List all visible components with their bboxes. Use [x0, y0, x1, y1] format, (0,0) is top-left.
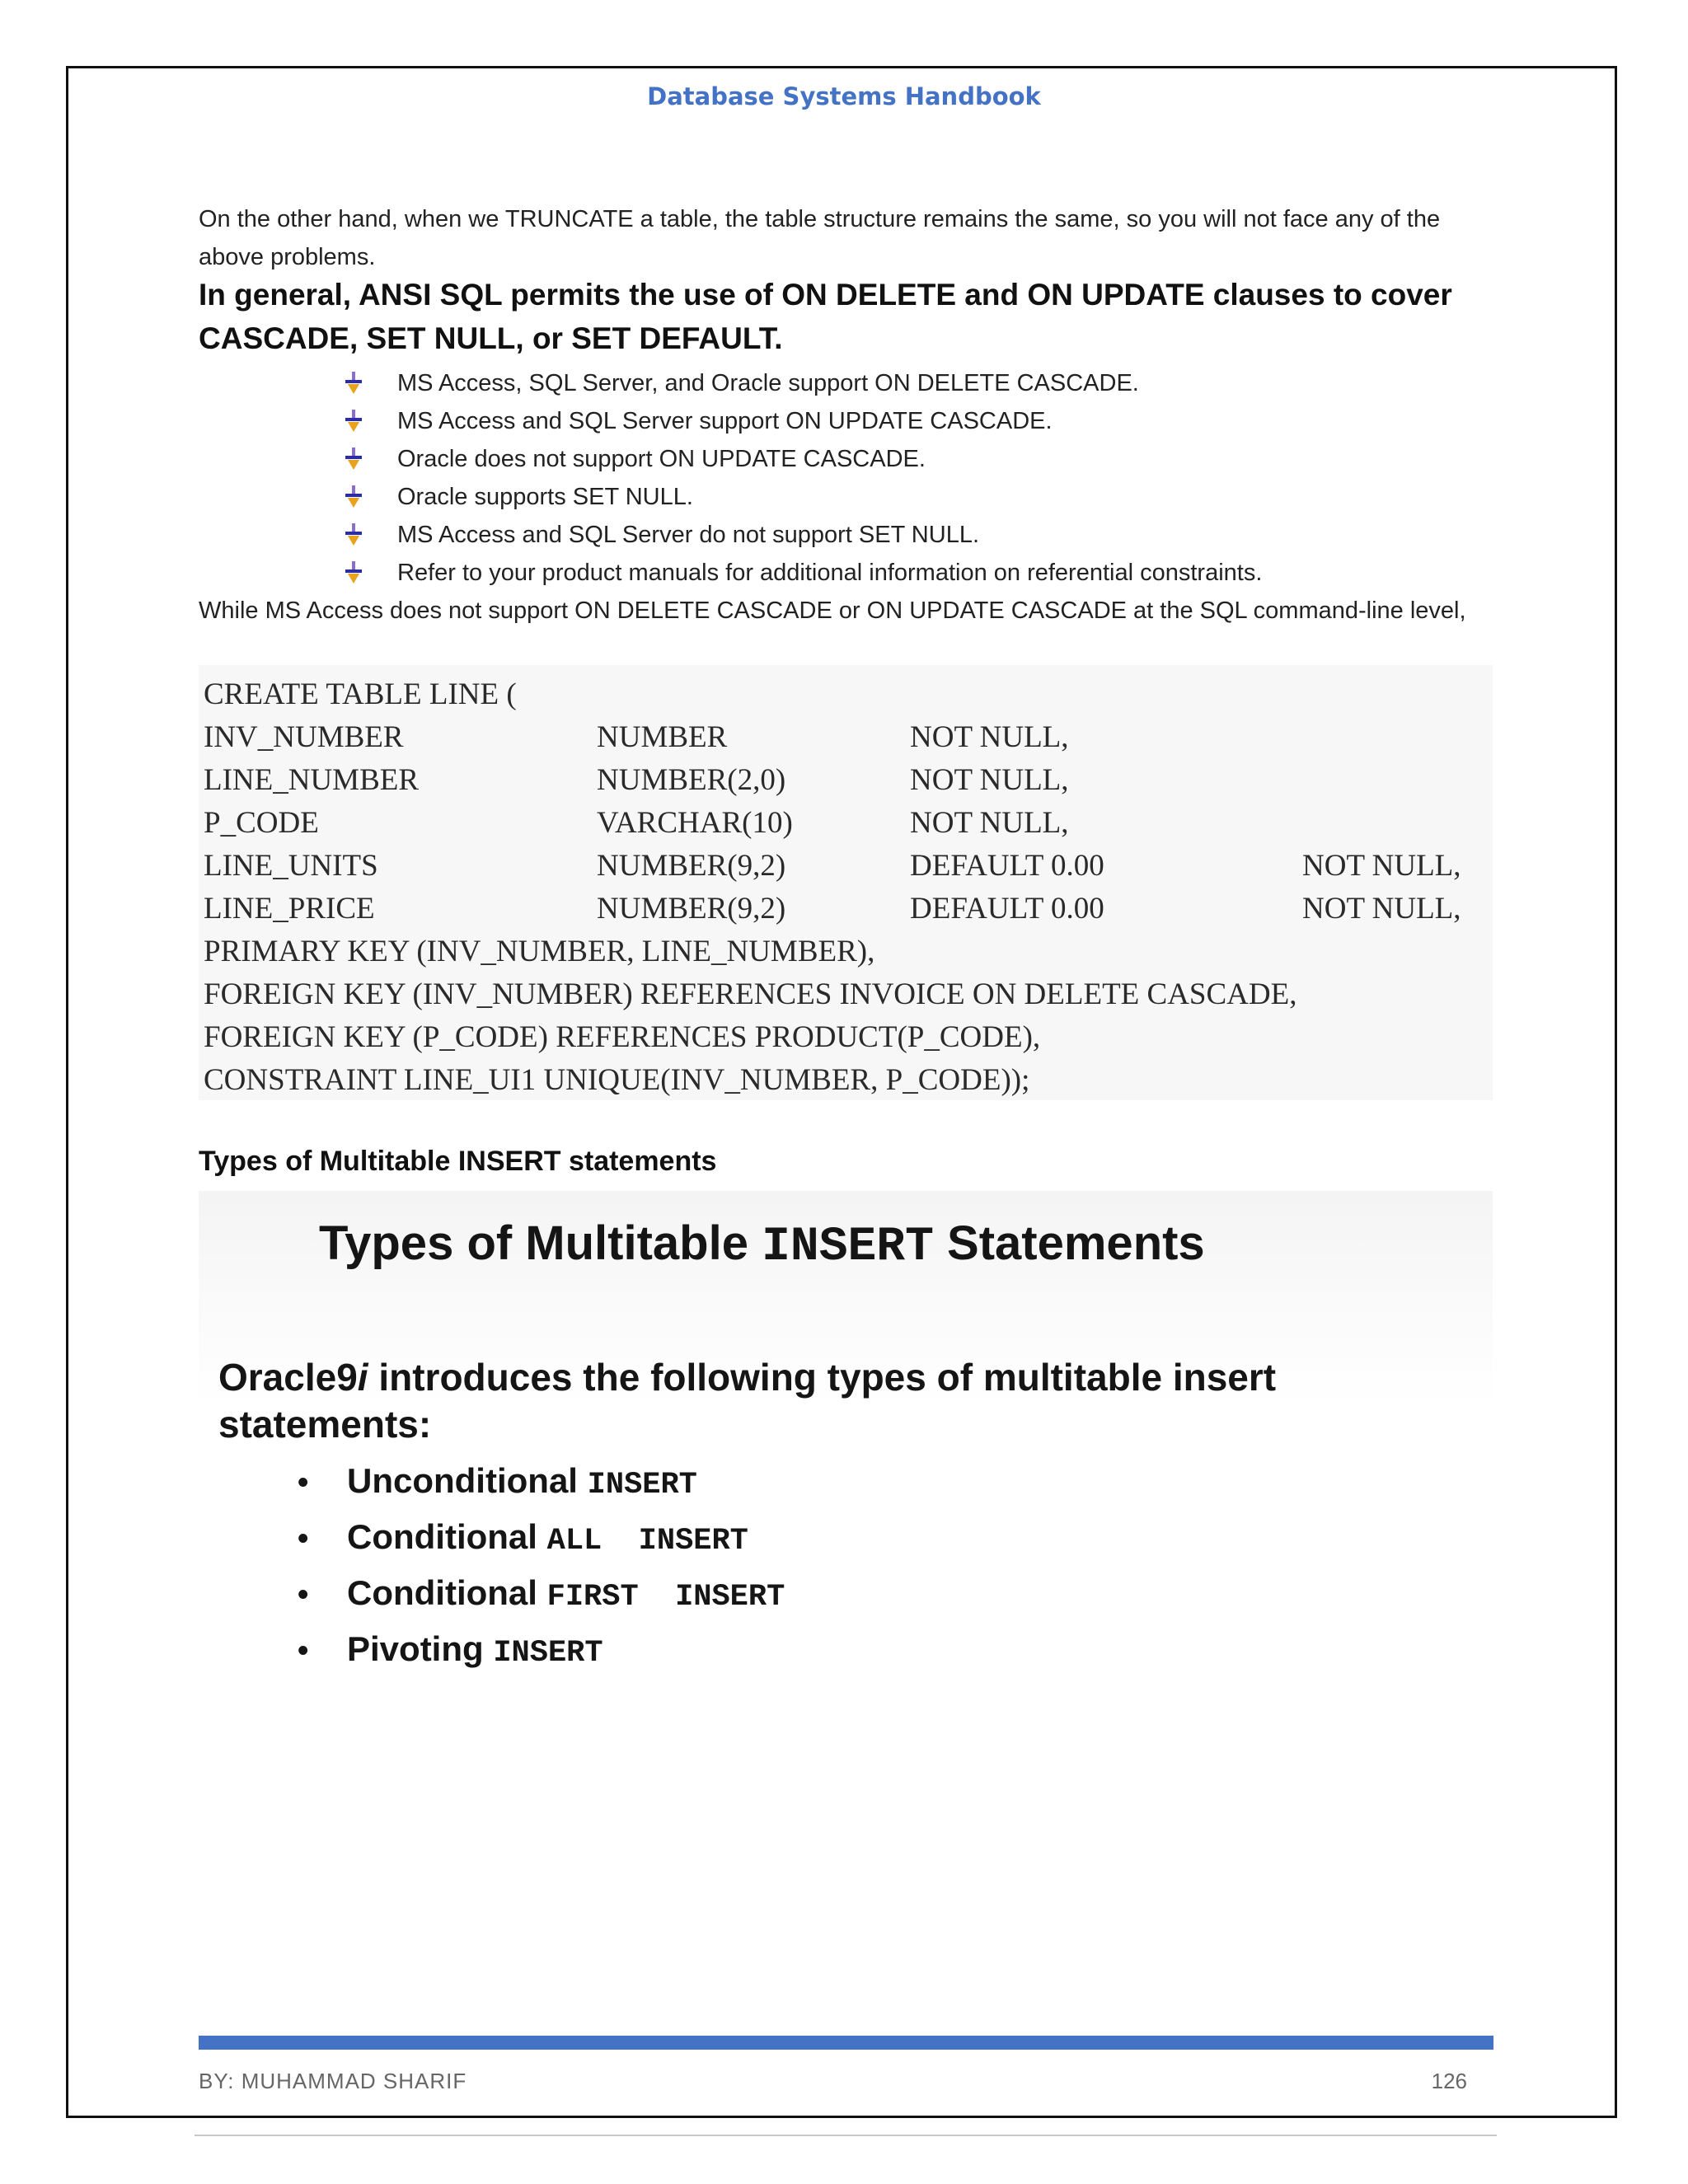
footer-accent-bar: [199, 2036, 1493, 2050]
bullet-text: Oracle supports SET NULL.: [397, 484, 693, 510]
sql-constraint-line: CONSTRAINT LINE_UI1 UNIQUE(INV_NUMBER, P_CODE));: [204, 1063, 1030, 1097]
slide-lead-text: [218, 1354, 1372, 1448]
support-bullet-list: [345, 364, 1262, 592]
slide-item-label: Conditional: [347, 1573, 547, 1612]
sql-column-type: NUMBER(9,2): [597, 892, 786, 926]
sql-column-name: LINE_UNITS: [204, 849, 378, 883]
slide-title-code: INSERT: [762, 1221, 934, 1274]
sql-column-constraint: NOT NULL,: [910, 720, 1069, 754]
bullet-item: [345, 516, 1262, 554]
sql-foreign-key-line: FOREIGN KEY (P_CODE) REFERENCES PRODUCT(P_CODE),: [204, 1020, 1041, 1054]
sql-column-type: NUMBER(2,0): [597, 763, 786, 797]
sql-column-constraint: DEFAULT 0.00: [910, 892, 1104, 926]
slide-list-item: [298, 1453, 785, 1509]
bullet-text: MS Access and SQL Server support ON UPDATE CASCADE.: [397, 408, 1053, 434]
while-paragraph: While MS Access does not support ON DELETE CASCADE or ON UPDATE CASCADE at the SQL command-line level,: [199, 598, 1466, 624]
sql-foreign-key-line: FOREIGN KEY (INV_NUMBER) REFERENCES INVOICE ON DELETE CASCADE,: [204, 977, 1297, 1011]
slide-list-item: [298, 1565, 785, 1621]
footer-author: BY: MUHAMMAD SHARIF: [199, 2069, 467, 2093]
bullet-text: MS Access and SQL Server do not support SET NULL.: [397, 522, 980, 548]
sql-column-constraint: DEFAULT 0.00: [910, 849, 1104, 883]
running-header: Database Systems Handbook: [647, 82, 1041, 110]
bullet-item: [345, 478, 1262, 516]
bullet-dot-icon: •: [298, 1465, 309, 1500]
sql-column-name: INV_NUMBER: [204, 720, 404, 754]
slide-item-label: Pivoting: [347, 1629, 494, 1668]
sql-code-image: [199, 665, 1493, 1100]
bottom-divider: [195, 2135, 1497, 2136]
sql-column-constraint: NOT NULL,: [910, 806, 1069, 840]
sql-column-type: VARCHAR(10): [597, 806, 793, 840]
sql-column-name: LINE_PRICE: [204, 892, 375, 926]
bullet-item: [345, 440, 1262, 478]
bullet-text: Refer to your product manuals for additional information on referential constraints.: [397, 560, 1263, 586]
slide-title-text: Statements: [933, 1216, 1205, 1270]
arrow-down-bullet-icon: [345, 372, 363, 395]
slide-lead-part: Oracle9: [218, 1356, 358, 1399]
slide-item-code: ALL INSERT: [546, 1524, 748, 1558]
sql-column-row: [204, 888, 1489, 930]
sql-column-type: NUMBER: [597, 720, 728, 754]
sql-column-type: NUMBER(9,2): [597, 849, 786, 883]
bullet-item: [345, 364, 1262, 402]
page-number: 126: [1431, 2069, 1467, 2093]
slide-lead-part: introduces the following types of multitable insert statements:: [218, 1356, 1277, 1446]
slide-bullet-list: [298, 1453, 785, 1677]
bullet-dot-icon: •: [298, 1633, 309, 1668]
bold-heading: In general, ANSI SQL permits the use of ON DELETE and ON UPDATE clauses to cover CASCADE, SET NULL, or SET DEFAULT.: [199, 278, 1452, 355]
bullet-text: MS Access, SQL Server, and Oracle support ON DELETE CASCADE.: [397, 370, 1139, 396]
intro-paragraph: On the other hand, when we TRUNCATE a table, the table structure remains the same, so you will not face any of the above problems.: [199, 206, 1441, 270]
bullet-dot-icon: •: [298, 1577, 309, 1612]
sql-column-row: [204, 845, 1489, 888]
sql-column-constraint: NOT NULL,: [910, 763, 1069, 797]
slide-item-code: INSERT: [587, 1468, 697, 1502]
sql-column-name: P_CODE: [204, 806, 319, 840]
slide-list-item: [298, 1621, 785, 1677]
bullet-dot-icon: •: [298, 1521, 309, 1556]
arrow-down-bullet-icon: [345, 523, 363, 546]
sql-column-extra: NOT NULL,: [1302, 892, 1461, 926]
sql-column-row: [204, 716, 1489, 759]
slide-item-label: Conditional: [347, 1517, 547, 1556]
arrow-down-bullet-icon: [345, 448, 363, 471]
sql-column-row: [204, 802, 1489, 845]
arrow-down-bullet-icon: [345, 561, 363, 584]
sql-column-row: [204, 759, 1489, 802]
slide-title-text: Types of Multitable: [319, 1216, 762, 1270]
bullet-text: Oracle does not support ON UPDATE CASCADE.: [397, 446, 926, 472]
slide-title: [319, 1216, 1205, 1274]
arrow-down-bullet-icon: [345, 410, 363, 433]
slide-image: [199, 1191, 1493, 1702]
slide-list-item: [298, 1509, 785, 1565]
slide-lead-italic: i: [357, 1356, 368, 1399]
sql-column-extra: NOT NULL,: [1302, 849, 1461, 883]
sql-column-name: LINE_NUMBER: [204, 763, 420, 797]
slide-item-code: INSERT: [493, 1636, 603, 1671]
section-heading: Types of Multitable INSERT statements: [199, 1146, 717, 1177]
bullet-item: [345, 554, 1262, 592]
sql-create-line: CREATE TABLE LINE (: [204, 677, 517, 711]
bullet-item: [345, 402, 1262, 440]
sql-primary-key-line: PRIMARY KEY (INV_NUMBER, LINE_NUMBER),: [204, 935, 875, 968]
slide-item-code: FIRST INSERT: [546, 1580, 785, 1615]
arrow-down-bullet-icon: [345, 485, 363, 509]
slide-item-label: Unconditional: [347, 1461, 588, 1500]
